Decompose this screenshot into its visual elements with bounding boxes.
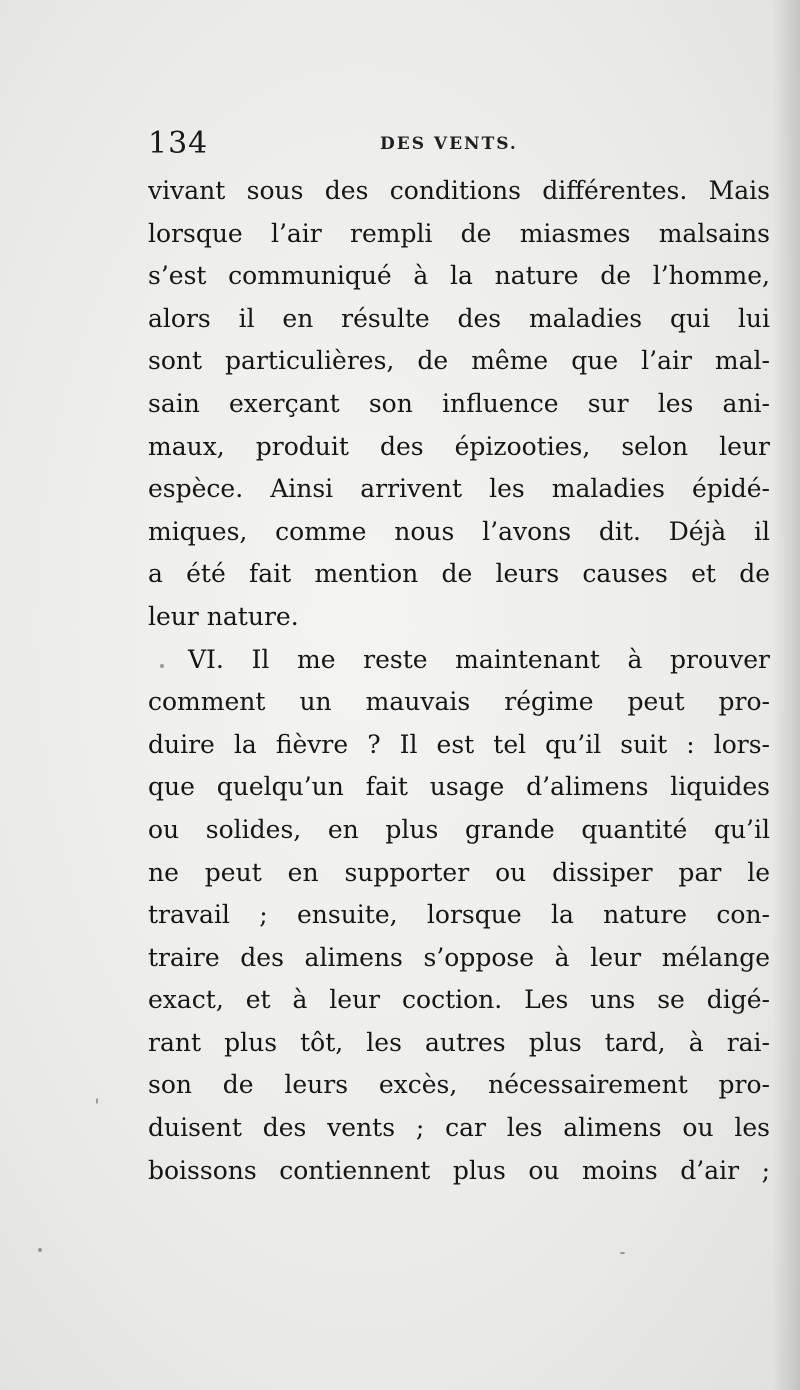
text-line: comment un mauvais régime peut pro- (148, 687, 770, 717)
paper-speck (96, 1098, 98, 1104)
body-text (148, 170, 770, 1192)
text-line: duisent des vents ; car les alimens ou les (148, 1113, 770, 1143)
text-line: lorsque l’air rempli de miasmes malsains (148, 218, 770, 248)
text-line: rant plus tôt, les autres plus tard, à rai- (148, 1027, 770, 1057)
text-line: vivant sous des conditions différentes. Mais (148, 176, 770, 205)
page-number: 134 (148, 126, 209, 161)
section-start-line: VI. Il me reste maintenant à prouver (188, 644, 770, 674)
text-line: ne peut en supporter ou dissiper par le (148, 857, 770, 887)
text-line: son de leurs excès, nécessairement pro- (148, 1070, 770, 1100)
text-line: travail ; ensuite, lorsque la nature con- (148, 900, 770, 930)
paper-speck (160, 664, 164, 668)
text-line: ou solides, en plus grande quantité qu’il (148, 814, 770, 844)
text-line: sain exerçant son influence sur les ani- (148, 388, 770, 418)
text-line: boissons contiennent plus ou moins d’air ; (148, 1155, 770, 1185)
text-line: alors il en résulte des maladies qui lui (148, 303, 770, 333)
page-header (148, 126, 768, 166)
text-line: espèce. Ainsi arrivent les maladies épidé- (148, 474, 770, 504)
paper-speck (620, 1252, 625, 1254)
text-line: duire la fièvre ? Il est tel qu’il suit : lors- (148, 729, 770, 759)
text-line: leur nature. (148, 601, 299, 631)
text-line: traire des alimens s’oppose à leur mélange (148, 942, 770, 972)
text-line: a été fait mention de leurs causes et de (148, 559, 770, 589)
text-line: que quelqu’un fait usage d’alimens liquides (148, 772, 770, 802)
text-line: exact, et à leur coction. Les uns se digé- (148, 985, 770, 1015)
running-head: DES VENTS. (380, 134, 518, 154)
text-line: s’est communiqué à la nature de l’homme, (148, 261, 770, 291)
paper-speck (38, 1248, 42, 1252)
text-line: miques, comme nous l’avons dit. Déjà il (148, 516, 770, 546)
text-line: maux, produit des épizooties, selon leur (148, 431, 770, 461)
text-line: sont particulières, de même que l’air mal- (148, 346, 770, 376)
page-edge-shadow (772, 0, 800, 1390)
